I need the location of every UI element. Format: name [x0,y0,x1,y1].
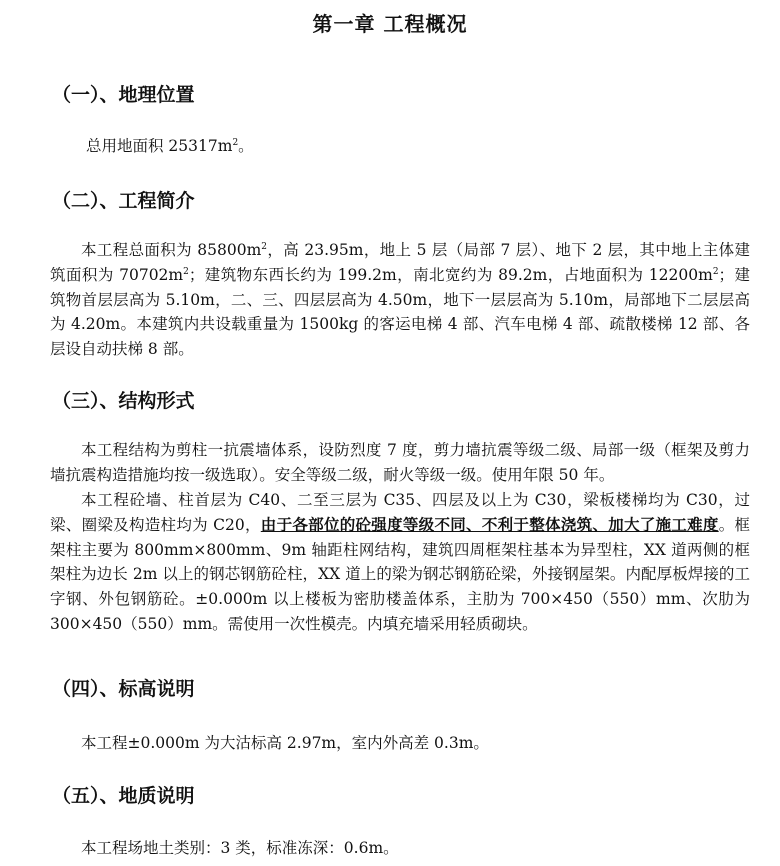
section-heading-geology: （五）、地质说明 [52,785,195,807]
text-run: 。框架柱主要为 800mm×800mm、9m 轴距柱网结构，建筑四周框架柱基本为异型柱，XX 道两侧的框架柱为边长 2m 以上的钢芯钢筋砼柱，XX 道上的梁为钢芯钢筋砼梁，外接钢屋架。内配厚板焊接的工字钢、外包钢筋砼。±0.000m 以上楼板为密肋楼盖体系，主肋为 700×450（550）mm、次肋为 300×450（550）mm。需使用一次性模壳。内填充墙采用轻质砌块。 [50,515,750,633]
section-heading-overview: （二）、工程简介 [52,190,195,212]
superscript: 2 [232,137,239,148]
text-run: ，高 23.95m，地上 5 层（局部 7 层）、地下 2 层，其中地上主体建筑面积为 70702m [50,241,750,284]
section-heading-structure: （三）、结构形式 [52,390,195,412]
text-run: 本工程总面积为 85800m [81,241,262,259]
text-run: ；建筑物首层层高为 5.10m，二、三、四层层高为 4.50m，地下一层层高为 5.10m，局部地下二层层高为 4.20m。本建筑内共设载重量为 1500kg 的客运电梯 4 部、汽车电梯 4 部、疏散楼梯 12 部、各层设自动扶梯 8 部。 [50,265,750,359]
paragraph-project-overview [50,238,750,362]
paragraph-concrete-grades [50,488,750,637]
chapter-title: 第一章 工程概况 [312,12,468,36]
paragraph-structure-system: 本工程结构为剪柱一抗震墙体系，设防烈度 7 度，剪力墙抗震等级二级、局部一级（框架及剪力墙抗震构造措施均按一级选取）。安全等级二级，耐火等级一级。使用年限 50 年。 [50,441,750,484]
superscript: 2 [183,266,189,277]
emphasized-note: 由于各部位的砼强度等级不同、不利于整体浇筑、加大了施工难度 [260,514,719,534]
superscript: 2 [712,266,719,277]
text-run: 。 [238,137,254,155]
text-run: 总用地面积 25317m [86,137,233,155]
paragraph-site-area [86,134,780,159]
paragraph-elevation: 本工程±0.000m 为大沽标高 2.97m，室内外高差 0.3m。 [81,734,489,752]
section-heading-location: （一）、地理位置 [52,84,195,106]
text-run: 本工程砼墙、柱首层为 C40、二至三层为 C35、四层及以上为 C30，梁板楼梯均为 C30，过梁、圈梁及构造柱均为 C20， [50,491,750,534]
paragraph-geology: 本工程场地土类别：3 类，标准冻深：0.6m。 [81,839,399,857]
superscript: 2 [261,241,268,252]
text-run: ；建筑物东西长约为 199.2m，南北宽约为 89.2m，占地面积为 12200m [188,265,713,284]
section-heading-elevation: （四）、标高说明 [52,678,195,700]
